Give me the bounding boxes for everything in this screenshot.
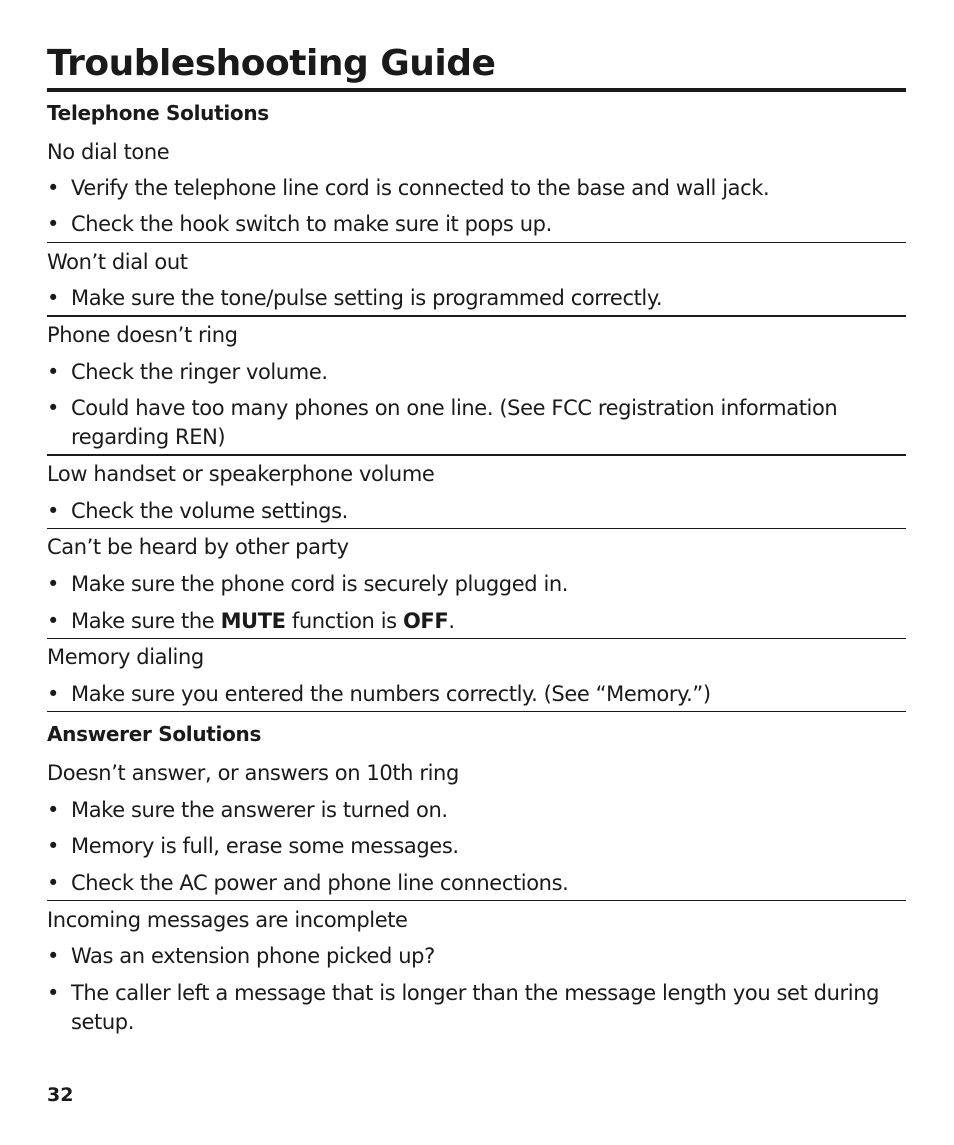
title-underline (47, 88, 906, 92)
solution-text: Check the ringer volume. (71, 360, 328, 384)
problem-low-volume: Low handset or speakerphone volume (47, 462, 435, 486)
problem-no-dial-tone: No dial tone (47, 140, 170, 164)
solution-text: Make sure the tone/pulse setting is programmed correctly. (71, 286, 663, 310)
solution-text: Was an extension phone picked up? (71, 944, 435, 968)
solution-text: Make sure the phone cord is securely plugged in. (71, 572, 569, 596)
bullet-icon: • (47, 212, 59, 236)
solution-text: Make sure you entered the numbers correctly. (See “Memory.”) (71, 682, 711, 706)
problem-incomplete-messages: Incoming messages are incomplete (47, 908, 408, 932)
bullet-icon: • (47, 981, 59, 1005)
solution-text: Make sure the answerer is turned on. (71, 798, 448, 822)
bullet-icon: • (47, 834, 59, 858)
solution-text-pre: Make sure the (71, 609, 221, 633)
divider (47, 315, 906, 317)
bullet-icon: • (47, 609, 59, 633)
divider (47, 711, 906, 712)
solution-text: Verify the telephone line cord is connected to the base and wall jack. (71, 176, 770, 200)
solution-text: The caller left a message that is longer than the message length you set during (71, 981, 880, 1005)
section-heading-answerer: Answerer Solutions (47, 722, 262, 746)
problem-wont-dial-out: Won’t dial out (47, 250, 188, 274)
solution-text-mid: function is (285, 609, 403, 633)
divider (47, 528, 906, 529)
bullet-icon: • (47, 360, 59, 384)
bullet-icon: • (47, 798, 59, 822)
bullet-icon: • (47, 286, 59, 310)
section-heading-telephone: Telephone Solutions (47, 101, 269, 125)
mute-keyword: MUTE (220, 609, 286, 633)
solution-text (71, 607, 455, 636)
divider (47, 454, 906, 456)
off-keyword: OFF (402, 609, 449, 633)
bullet-icon: • (47, 682, 59, 706)
page-number: 32 (47, 1084, 74, 1106)
solution-text-post: . (448, 609, 455, 633)
bullet-icon: • (47, 871, 59, 895)
solution-text: Memory is full, erase some messages. (71, 834, 459, 858)
problem-memory-dialing: Memory dialing (47, 645, 204, 669)
bullet-icon: • (47, 572, 59, 596)
divider (47, 900, 906, 901)
problem-cant-be-heard: Can’t be heard by other party (47, 535, 349, 559)
problem-doesnt-ring: Phone doesn’t ring (47, 323, 238, 347)
divider (47, 638, 906, 639)
solution-text: Check the AC power and phone line connections. (71, 871, 569, 895)
page-title: Troubleshooting Guide (47, 43, 496, 84)
solution-text-continued: setup. (71, 1010, 135, 1034)
problem-doesnt-answer: Doesn’t answer, or answers on 10th ring (47, 761, 459, 785)
solution-text: Could have too many phones on one line. (See FCC registration information (71, 396, 838, 420)
bullet-icon: • (47, 396, 59, 420)
solution-text-continued: regarding REN) (71, 425, 226, 449)
divider (47, 242, 906, 243)
bullet-icon: • (47, 499, 59, 523)
bullet-icon: • (47, 176, 59, 200)
bullet-icon: • (47, 944, 59, 968)
solution-text: Check the volume settings. (71, 499, 348, 523)
solution-text: Check the hook switch to make sure it pops up. (71, 212, 552, 236)
